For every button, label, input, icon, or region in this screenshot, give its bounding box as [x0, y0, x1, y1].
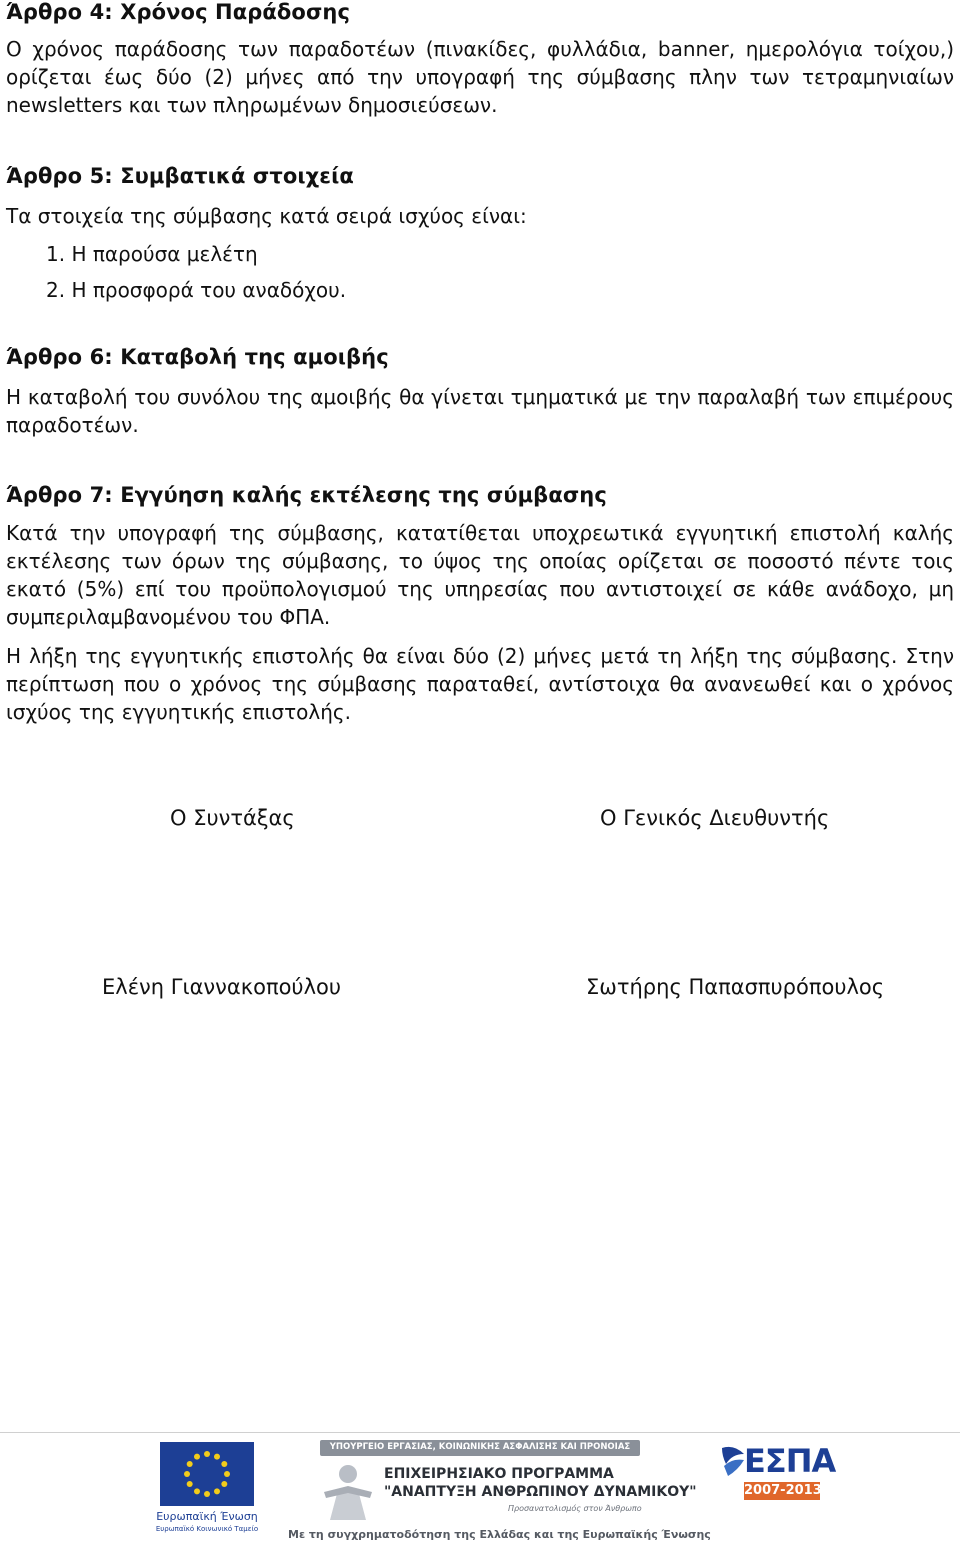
- article-6-body: Η καταβολή του συνόλου της αμοιβής θα γίνεται τμηματικά με την παραλαβή των επιμέρους παραδοτέων.: [6, 385, 954, 437]
- cofinance-note: Με τη συγχρηματοδότηση της Ελλάδας και της Ευρωπαϊκής Ένωσης: [288, 1528, 711, 1541]
- eu-star-icon: [221, 1461, 227, 1467]
- eu-star-icon: [204, 1491, 210, 1497]
- eu-star-icon: [221, 1481, 227, 1487]
- eu-flag-icon: [152, 1440, 262, 1508]
- article-5-title: Άρθρο 5: Συμβατικά στοιχεία: [6, 164, 354, 188]
- eu-label: Ευρωπαϊκή Ένωση: [156, 1510, 258, 1523]
- footer-divider: [0, 1432, 960, 1433]
- programme-line-2: "ΑΝΑΠΤΥΞΗ ΑΝΘΡΩΠΙΝΟΥ ΔΥΝΑΜΙΚΟΥ": [384, 1484, 697, 1500]
- eu-star-icon: [187, 1461, 193, 1467]
- eu-flag-logo: [152, 1440, 262, 1540]
- eu-star-icon: [204, 1451, 210, 1457]
- espa-name: ΕΣΠΑ: [744, 1442, 836, 1480]
- article-7-body-paragraph-1: Κατά την υπογραφή της σύμβασης, κατατίθεται υποχρεωτικά εγγυητική επιστολή καλής εκτέλεσης των όρων της σύμβασης, το ύψος της οποίας ορίζεται σε ποσοστό πέντε τοις εκατό (5%) επί του προϋπολογισμού της υπηρεσίας που αντιστοιχεί σε κάθε ανάδοχο, μη συμπεριλαμβανομένου του ΦΠΑ.: [6, 521, 954, 629]
- eu-star-icon: [184, 1471, 190, 1477]
- ministry-banner: [320, 1440, 640, 1456]
- article-5-body: Τα στοιχεία της σύμβασης κατά σειρά ισχύος είναι:: [6, 204, 527, 228]
- signature-role-author: Ο Συντάξας: [170, 806, 295, 830]
- ministry-label: ΥΠΟΥΡΓΕΙΟ ΕΡΓΑΣΙΑΣ, ΚΟΙΝΩΝΙΚΗΣ ΑΣΦΑΛΙΣΗΣ ΚΑΙ ΠΡΟΝΟΙΑΣ: [329, 1442, 631, 1452]
- article-4-title: Άρθρο 4: Χρόνος Παράδοσης: [6, 0, 351, 24]
- eu-star-icon: [224, 1471, 230, 1477]
- operational-programme-logo: [288, 1436, 711, 1546]
- article-7-title: Άρθρο 7: Εγγύηση καλής εκτέλεσης της σύμβασης: [6, 483, 607, 507]
- espa-logo: [718, 1440, 836, 1520]
- eu-star-icon: [194, 1488, 200, 1494]
- list-item: 2. Η προσφορά του αναδόχου.: [46, 278, 347, 302]
- programme-tagline: Προσανατολισμός στον Άνθρωπο: [508, 1504, 642, 1513]
- eu-star-icon: [187, 1481, 193, 1487]
- list-item: 1. Η παρούσα μελέτη: [46, 242, 258, 266]
- eu-sublabel: Ευρωπαϊκό Κοινωνικό Ταμείο: [155, 1525, 259, 1533]
- eu-star-icon: [214, 1454, 220, 1460]
- eu-star-icon: [194, 1454, 200, 1460]
- article-6-title: Άρθρο 6: Καταβολή της αμοιβής: [6, 345, 389, 369]
- signature-name-author: Ελένη Γιαννακοπούλου: [102, 975, 342, 999]
- signature-role-director: Ο Γενικός Διευθυντής: [600, 806, 830, 830]
- programme-line-1: ΕΠΙΧΕΙΡΗΣΙΑΚΟ ΠΡΟΓΡΑΜΜΑ: [384, 1466, 614, 1482]
- espa-years: 2007-2013: [744, 1483, 822, 1498]
- contract-documents-list: [46, 236, 346, 308]
- eu-star-icon: [214, 1488, 220, 1494]
- article-7-body-paragraph-2: Η λήξη της εγγυητικής επιστολής θα είναι δύο (2) μήνες μετά τη λήξη της σύμβασης. Στην περίπτωση που ο χρόνος της σύμβασης παραταθεί, αντίστοιχα θα ανανεωθεί και ο χρόνος ισχύος της εγγυητικής επιστολής.: [6, 644, 954, 724]
- human-figure-icon: [320, 1462, 376, 1522]
- signature-name-director: Σωτήρης Παπασπυρόπουλος: [586, 975, 885, 999]
- article-4-body: Ο χρόνος παράδοσης των παραδοτέων (πινακίδες, φυλλάδια, banner, ημερολόγια τοίχου,) ορίζεται έως δύο (2) μήνες από την υπογραφή της σύμβασης πλην των τετραμηνιαίων newsletters και των πληρωμένων δημοσιεύσεων.: [6, 37, 954, 117]
- espa-years-badge: [744, 1482, 820, 1500]
